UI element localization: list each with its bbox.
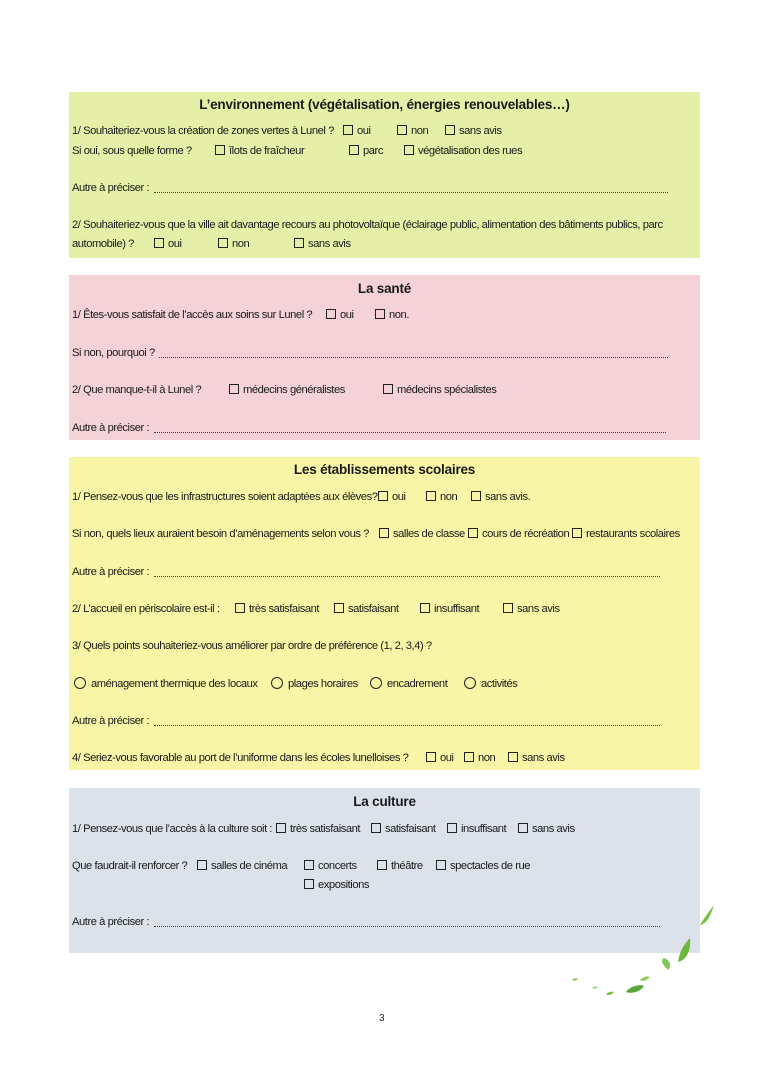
leaves-decoration — [560, 900, 720, 1005]
radio[interactable] — [74, 677, 86, 689]
checkbox[interactable] — [447, 823, 457, 833]
option-activites[interactable]: activités — [464, 677, 517, 691]
option-tres-satisfaisant[interactable]: très satisfaisant — [276, 822, 360, 836]
page-number: 3 — [379, 1013, 385, 1024]
checkbox[interactable] — [343, 125, 353, 135]
option-sans-avis[interactable]: sans avis — [508, 751, 565, 765]
option-non[interactable]: non. — [375, 308, 409, 322]
option-sans-avis[interactable]: sans avis. — [471, 490, 530, 504]
leaf-icon — [678, 938, 690, 962]
checkbox[interactable] — [383, 384, 393, 394]
checkbox[interactable] — [304, 879, 314, 889]
leaf-icon — [592, 986, 598, 988]
option-concerts[interactable]: concerts — [304, 859, 357, 873]
checkbox[interactable] — [420, 603, 430, 613]
leaf-icon — [700, 905, 714, 925]
checkbox[interactable] — [235, 603, 245, 613]
option-ilots[interactable]: îlots de fraîcheur — [215, 144, 304, 158]
reason-input[interactable] — [159, 357, 668, 358]
checkbox[interactable] — [445, 125, 455, 135]
question-ecoles-1: 1/ Pensez-vous que les infrastructures soient adaptées aux élèves? — [72, 491, 378, 503]
option-amenagement[interactable]: aménagement thermique des locaux — [74, 677, 258, 691]
option-non[interactable]: non — [397, 124, 428, 138]
checkbox[interactable] — [371, 823, 381, 833]
checkbox[interactable] — [326, 309, 336, 319]
checkbox[interactable] — [229, 384, 239, 394]
other-label: Autre à préciser : — [72, 422, 150, 434]
option-insuffisant[interactable]: insuffisant — [420, 602, 479, 616]
other-label: Autre à préciser : — [72, 916, 150, 928]
checkbox[interactable] — [426, 752, 436, 762]
option-oui[interactable]: oui — [378, 490, 406, 504]
section-title: La santé — [357, 281, 412, 296]
question-culture-1: 1/ Pensez-vous que l’accès à la culture soit : — [72, 823, 273, 835]
checkbox[interactable] — [503, 603, 513, 613]
question-sante-2: 2/ Que manque-t-il à Lunel ? — [72, 384, 202, 396]
option-oui[interactable]: oui — [426, 751, 454, 765]
section-title: La culture — [353, 794, 416, 809]
leaf-icon — [606, 992, 614, 995]
checkbox[interactable] — [397, 125, 407, 135]
option-sans-avis[interactable]: sans avis — [503, 602, 560, 616]
checkbox[interactable] — [215, 145, 225, 155]
section-title: L’environnement (végétalisation, énergies renouvelables…) — [199, 97, 570, 112]
option-sans-avis[interactable]: sans avis — [518, 822, 575, 836]
question-env-1b: Si oui, sous quelle forme ? — [72, 145, 192, 157]
checkbox[interactable] — [468, 528, 478, 538]
question-ecoles-1b: Si non, quels lieux auraient besoin d’aménagements selon vous ? — [72, 528, 369, 540]
option-oui[interactable]: oui — [154, 237, 182, 251]
question-env-2: 2/ Souhaiteriez-vous que la ville ait davantage recours au photovoltaïque (éclairage public, alimentation des bâtiments publics, parc — [72, 219, 663, 231]
question-text: 1/ Souhaiteriez-vous la création de zones vertes à Lunel ? — [72, 125, 334, 137]
question-env-1 — [72, 124, 334, 138]
leaf-icon — [626, 985, 644, 993]
option-tres-satisfaisant[interactable]: très satisfaisant — [235, 602, 319, 616]
checkbox[interactable] — [572, 528, 582, 538]
radio[interactable] — [370, 677, 382, 689]
option-vegetalisation[interactable]: végétalisation des rues — [404, 144, 522, 158]
option-non[interactable]: non — [464, 751, 495, 765]
option-sans-avis[interactable]: sans avis — [294, 237, 351, 251]
radio[interactable] — [271, 677, 283, 689]
option-cours-recreation[interactable]: cours de récréation — [468, 527, 569, 541]
question-ecoles-2: 2/ L’accueil en périscolaire est-il : — [72, 603, 220, 615]
section-environment: L’environnement (végétalisation, énergies renouvelables…) 1/ Souhaiteriez-vous la création de zones vertes à Lunel ? oui non sans avis Si oui, sous quelle forme ? îlots de fraîcheur parc végétalisation des rues Autre à préciser : 2/ Souhaiteriez-vous que la ville ait davantage recours au photovoltaïque (éclairage public, alimentation des bâtiments publics, parc automobile) ? oui non sans avis — [69, 92, 700, 258]
option-oui[interactable]: oui — [343, 124, 371, 138]
section-title: Les établissements scolaires — [293, 462, 476, 477]
option-insuffisant[interactable]: insuffisant — [447, 822, 506, 836]
other-input[interactable] — [154, 432, 666, 433]
checkbox[interactable] — [377, 860, 387, 870]
leaf-icon — [640, 976, 650, 981]
checkbox[interactable] — [518, 823, 528, 833]
option-spectacles-rue[interactable]: spectacles de rue — [436, 859, 530, 873]
question-sante-1b: Si non, pourquoi ? — [72, 347, 155, 359]
checkbox[interactable] — [375, 309, 385, 319]
option-theatre[interactable]: théâtre — [377, 859, 423, 873]
checkbox[interactable] — [508, 752, 518, 762]
other-label: Autre à préciser : — [72, 715, 150, 727]
checkbox[interactable] — [154, 238, 164, 248]
checkbox[interactable] — [471, 491, 481, 501]
option-cinema[interactable]: salles de cinéma — [197, 859, 287, 873]
option-sans-avis[interactable]: sans avis — [445, 124, 502, 138]
section-ecoles — [69, 457, 700, 770]
checkbox[interactable] — [334, 603, 344, 613]
other-label: Autre à préciser : — [72, 182, 150, 194]
option-satisfaisant[interactable]: satisfaisant — [334, 602, 399, 616]
option-generalistes[interactable]: médecins généralistes — [229, 383, 345, 397]
checkbox[interactable] — [349, 145, 359, 155]
leaf-icon — [662, 958, 670, 970]
option-oui[interactable]: oui — [326, 308, 354, 322]
option-encadrement[interactable]: encadrement — [370, 677, 447, 691]
section-sante — [69, 275, 700, 440]
option-restaurants[interactable]: restaurants scolaires — [572, 527, 680, 541]
question-culture-2: Que faudrait-il renforcer ? — [72, 860, 188, 872]
checkbox[interactable] — [304, 860, 314, 870]
other-input[interactable] — [154, 192, 668, 193]
option-satisfaisant[interactable]: satisfaisant — [371, 822, 436, 836]
checkbox[interactable] — [436, 860, 446, 870]
checkbox[interactable] — [378, 491, 388, 501]
checkbox[interactable] — [294, 238, 304, 248]
checkbox[interactable] — [464, 752, 474, 762]
checkbox[interactable] — [426, 491, 436, 501]
question-sante-1: 1/ Êtes-vous satisfait de l’accès aux soins sur Lunel ? — [72, 309, 313, 321]
option-plages-horaires[interactable]: plages horaires — [271, 677, 358, 691]
question-ecoles-3: 3/ Quels points souhaiteriez-vous améliorer par ordre de préférence (1, 2, 3,4) ? — [72, 640, 432, 652]
checkbox[interactable] — [197, 860, 207, 870]
checkbox[interactable] — [276, 823, 286, 833]
option-non[interactable]: non — [426, 490, 457, 504]
other-input[interactable] — [154, 576, 660, 577]
option-specialistes[interactable]: médecins spécialistes — [383, 383, 496, 397]
checkbox[interactable] — [379, 528, 389, 538]
option-non[interactable]: non — [218, 237, 249, 251]
radio[interactable] — [464, 677, 476, 689]
option-parc[interactable]: parc — [349, 144, 383, 158]
checkbox[interactable] — [218, 238, 228, 248]
option-salles-classe[interactable]: salles de classe — [379, 527, 465, 541]
checkbox[interactable] — [404, 145, 414, 155]
other-input[interactable] — [154, 725, 660, 726]
question-ecoles-4: 4/ Seriez-vous favorable au port de l’uniforme dans les écoles lunelloises ? — [72, 752, 409, 764]
leaf-icon — [572, 978, 578, 980]
option-expositions[interactable]: expositions — [304, 878, 369, 892]
other-label: Autre à préciser : — [72, 566, 150, 578]
